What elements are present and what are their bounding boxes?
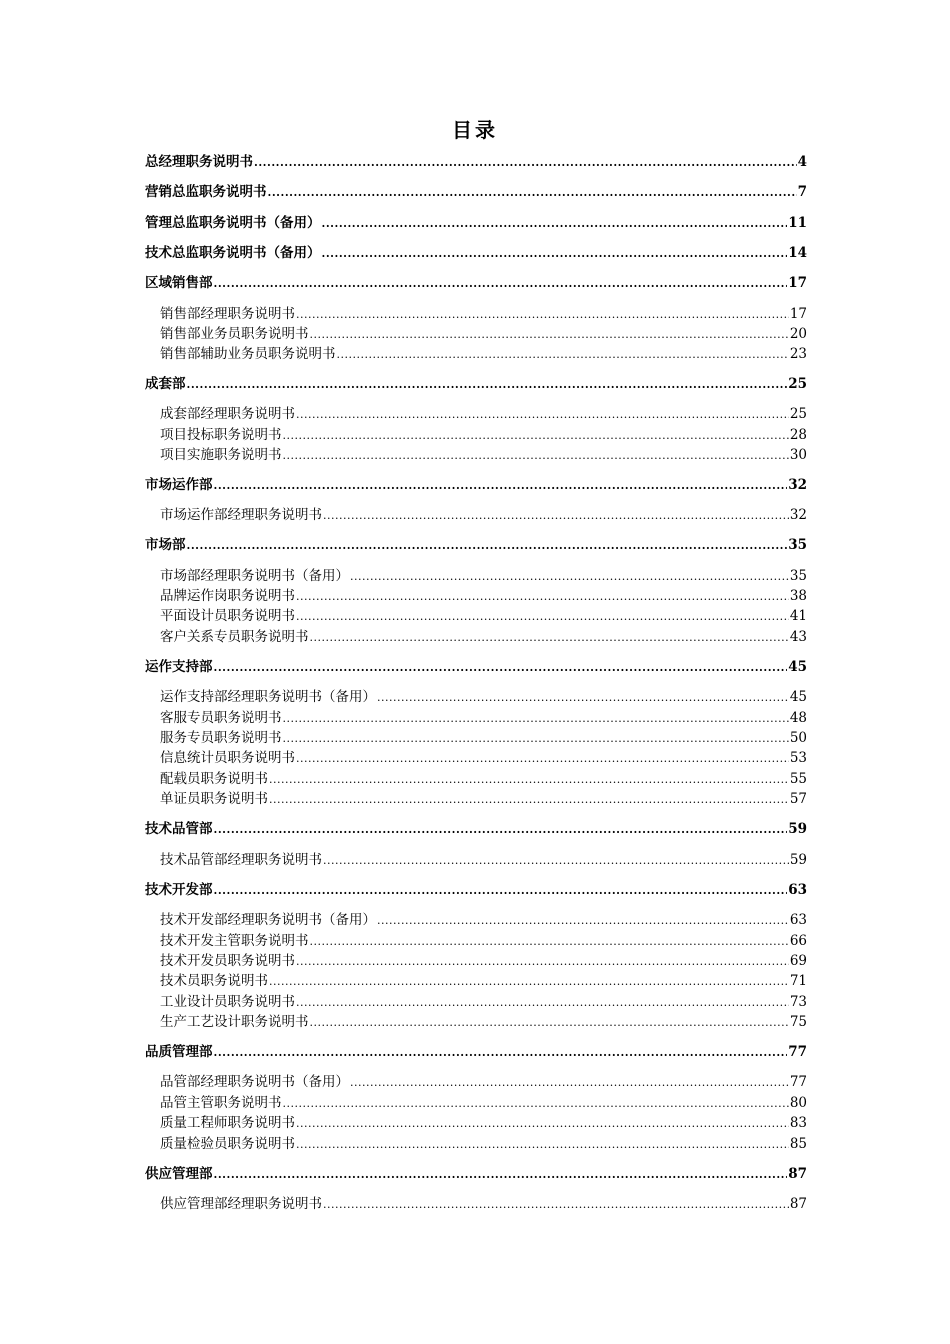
toc-entry-page-number: 17 xyxy=(789,306,807,322)
toc-entry-page-number: 55 xyxy=(789,771,807,787)
dot-leader xyxy=(214,274,788,294)
toc-entry-page-number: 63 xyxy=(788,882,807,898)
toc-entry-page-number: 59 xyxy=(789,852,807,868)
toc-section-entry[interactable] xyxy=(145,1164,807,1184)
toc-entry-label: 成套部经理职务说明书 xyxy=(160,406,295,422)
toc-entry-label: 营销总监职务说明书 xyxy=(145,184,267,200)
toc-entry-page-number: 14 xyxy=(788,245,807,261)
dot-leader xyxy=(269,790,789,810)
toc-section-entry[interactable] xyxy=(145,1042,807,1062)
toc-entry-page-number: 80 xyxy=(789,1095,807,1111)
toc-entry-label: 品管主管职务说明书 xyxy=(160,1095,282,1111)
toc-entry-label: 市场部经理职务说明书（备用） xyxy=(160,568,349,584)
toc-section-entry[interactable] xyxy=(145,819,807,839)
toc-subsection-entry[interactable] xyxy=(160,789,807,809)
dot-leader xyxy=(350,1073,789,1093)
dot-leader xyxy=(322,244,788,264)
dot-leader xyxy=(296,587,789,607)
toc-subsection-entry[interactable] xyxy=(160,324,807,344)
toc-subsection-entry[interactable] xyxy=(160,404,807,424)
toc-entry-label: 工业设计员职务说明书 xyxy=(160,994,295,1010)
toc-entry-label: 运作支持部经理职务说明书（备用） xyxy=(160,689,376,705)
dot-leader xyxy=(214,658,788,678)
toc-section-entry[interactable] xyxy=(145,475,807,495)
dot-leader xyxy=(296,607,789,627)
toc-subsection-entry[interactable] xyxy=(160,606,807,626)
toc-subsection-entry[interactable] xyxy=(160,1093,807,1113)
toc-subsection-entry[interactable] xyxy=(160,971,807,991)
toc-entry-page-number: 53 xyxy=(789,750,807,766)
toc-subsection-entry[interactable] xyxy=(160,687,807,707)
dot-leader xyxy=(296,749,789,769)
toc-entry-page-number: 57 xyxy=(789,791,807,807)
toc-entry-page-number: 20 xyxy=(789,326,807,342)
toc-entry-label: 质量工程师职务说明书 xyxy=(160,1115,295,1131)
dot-leader xyxy=(214,1043,788,1063)
toc-entry-label: 品管部经理职务说明书（备用） xyxy=(160,1074,349,1090)
dot-leader xyxy=(310,932,789,952)
toc-subsection-entry[interactable] xyxy=(160,627,807,647)
toc-entry-page-number: 25 xyxy=(789,406,807,422)
toc-entry-page-number: 48 xyxy=(789,710,807,726)
toc-entry-label: 销售部辅助业务员职务说明书 xyxy=(160,346,336,362)
toc-entry-label: 客户关系专员职务说明书 xyxy=(160,629,309,645)
toc-subsection-entry[interactable] xyxy=(160,769,807,789)
dot-leader xyxy=(323,851,789,871)
dot-leader xyxy=(187,536,788,556)
toc-subsection-entry[interactable] xyxy=(160,1072,807,1092)
dot-leader xyxy=(296,1114,789,1134)
dot-leader xyxy=(323,506,789,526)
toc-entry-label: 质量检验员职务说明书 xyxy=(160,1136,295,1152)
toc-entry-page-number: 25 xyxy=(788,376,807,392)
toc-subsection-entry[interactable] xyxy=(160,748,807,768)
dot-leader xyxy=(296,305,789,325)
toc-entry-page-number: 75 xyxy=(789,1014,807,1030)
toc-subsection-entry[interactable] xyxy=(160,1012,807,1032)
dot-leader xyxy=(214,881,788,901)
toc-entry-label: 技术开发主管职务说明书 xyxy=(160,933,309,949)
toc-section-entry[interactable] xyxy=(145,213,807,233)
toc-entry-label: 客服专员职务说明书 xyxy=(160,710,282,726)
toc-entry-label: 销售部经理职务说明书 xyxy=(160,306,295,322)
dot-leader xyxy=(323,1195,789,1215)
dot-leader xyxy=(296,993,789,1013)
toc-entry-page-number: 83 xyxy=(789,1115,807,1131)
dot-leader xyxy=(283,729,789,749)
dot-leader xyxy=(283,709,789,729)
toc-entry-page-number: 45 xyxy=(789,689,807,705)
toc-entry-label: 区域销售部 xyxy=(145,275,213,291)
dot-leader xyxy=(214,1165,788,1185)
toc-entry-page-number: 32 xyxy=(789,507,807,523)
toc-section-entry[interactable] xyxy=(145,880,807,900)
toc-entry-label: 技术开发部 xyxy=(145,882,213,898)
toc-subsection-entry[interactable] xyxy=(160,304,807,324)
toc-entry-page-number: 32 xyxy=(788,477,807,493)
toc-entry-page-number: 45 xyxy=(788,659,807,675)
toc-entry-label: 成套部 xyxy=(145,376,186,392)
toc-section-entry[interactable] xyxy=(145,657,807,677)
toc-entry-page-number: 87 xyxy=(789,1196,807,1212)
toc-entry-label: 市场部 xyxy=(145,537,186,553)
toc-subsection-entry[interactable] xyxy=(160,1134,807,1154)
toc-entry-label: 单证员职务说明书 xyxy=(160,791,268,807)
dot-leader xyxy=(296,952,789,972)
toc-entry-label: 技术员职务说明书 xyxy=(160,973,268,989)
toc-entry-page-number: 66 xyxy=(789,933,807,949)
toc-subsection-entry[interactable] xyxy=(160,850,807,870)
toc-entry-label: 品质管理部 xyxy=(145,1044,213,1060)
toc-subsection-entry[interactable] xyxy=(160,586,807,606)
toc-entry-page-number: 38 xyxy=(789,588,807,604)
toc-subsection-entry[interactable] xyxy=(160,1113,807,1133)
toc-subsection-entry[interactable] xyxy=(160,566,807,586)
toc-entry-label: 配载员职务说明书 xyxy=(160,771,268,787)
toc-entry-label: 供应管理部 xyxy=(145,1166,213,1182)
toc-entry-label: 技术总监职务说明书（备用） xyxy=(145,245,321,261)
dot-leader xyxy=(322,214,788,234)
dot-leader xyxy=(283,426,789,446)
toc-entry-page-number: 50 xyxy=(789,730,807,746)
dot-leader xyxy=(350,567,789,587)
toc-entry-page-number: 4 xyxy=(797,154,807,170)
toc-entry-page-number: 43 xyxy=(789,629,807,645)
toc-entry-page-number: 28 xyxy=(789,427,807,443)
toc-section-entry[interactable] xyxy=(145,182,807,202)
dot-leader xyxy=(310,1013,789,1033)
toc-entry-page-number: 23 xyxy=(789,346,807,362)
toc-entry-page-number: 7 xyxy=(797,184,807,200)
toc-entry-page-number: 59 xyxy=(788,821,807,837)
dot-leader xyxy=(283,446,789,466)
toc-entry-label: 市场运作部经理职务说明书 xyxy=(160,507,322,523)
toc-entry-label: 生产工艺设计职务说明书 xyxy=(160,1014,309,1030)
toc-entry-label: 供应管理部经理职务说明书 xyxy=(160,1196,322,1212)
toc-entry-label: 市场运作部 xyxy=(145,477,213,493)
toc-entry-page-number: 71 xyxy=(789,973,807,989)
toc-subsection-entry[interactable] xyxy=(160,445,807,465)
toc-subsection-entry[interactable] xyxy=(160,505,807,525)
toc-section-entry[interactable] xyxy=(145,273,807,293)
toc-entry-label: 销售部业务员职务说明书 xyxy=(160,326,309,342)
toc-entry-page-number: 69 xyxy=(789,953,807,969)
toc-entry-label: 信息统计员职务说明书 xyxy=(160,750,295,766)
toc-entry-label: 技术开发员职务说明书 xyxy=(160,953,295,969)
toc-entry-label: 技术品管部 xyxy=(145,821,213,837)
toc-entry-label: 技术开发部经理职务说明书（备用） xyxy=(160,912,376,928)
toc-subsection-entry[interactable] xyxy=(160,931,807,951)
toc-entry-page-number: 77 xyxy=(788,1044,807,1060)
toc-entry-label: 运作支持部 xyxy=(145,659,213,675)
toc-entry-page-number: 35 xyxy=(789,568,807,584)
dot-leader xyxy=(214,820,788,840)
toc-subsection-entry[interactable] xyxy=(160,1194,807,1214)
toc-section-entry[interactable] xyxy=(145,243,807,263)
dot-leader xyxy=(283,1094,789,1114)
toc-entry-page-number: 73 xyxy=(789,994,807,1010)
toc-entry-page-number: 77 xyxy=(789,1074,807,1090)
dot-leader xyxy=(254,153,797,173)
toc-subsection-entry[interactable] xyxy=(160,344,807,364)
dot-leader xyxy=(269,770,789,790)
toc-section-entry[interactable] xyxy=(145,374,807,394)
toc-entry-label: 总经理职务说明书 xyxy=(145,154,253,170)
toc-entry-label: 技术品管部经理职务说明书 xyxy=(160,852,322,868)
toc-entry-page-number: 85 xyxy=(789,1136,807,1152)
toc-subsection-entry[interactable] xyxy=(160,708,807,728)
toc-entry-page-number: 30 xyxy=(789,447,807,463)
toc-subsection-entry[interactable] xyxy=(160,910,807,930)
toc-entry-label: 项目投标职务说明书 xyxy=(160,427,282,443)
toc-entry-label: 管理总监职务说明书（备用） xyxy=(145,215,321,231)
page-title: 目录 xyxy=(452,118,498,142)
toc-entry-page-number: 11 xyxy=(788,215,807,231)
dot-leader xyxy=(377,911,789,931)
dot-leader xyxy=(214,476,788,496)
toc-subsection-entry[interactable] xyxy=(160,992,807,1012)
toc-section-entry[interactable] xyxy=(145,152,807,172)
dot-leader xyxy=(269,972,789,992)
toc-entry-page-number: 63 xyxy=(789,912,807,928)
dot-leader xyxy=(296,1135,789,1155)
toc-subsection-entry[interactable] xyxy=(160,425,807,445)
dot-leader xyxy=(310,325,789,345)
toc-entry-label: 项目实施职务说明书 xyxy=(160,447,282,463)
toc-entry-label: 品牌运作岗职务说明书 xyxy=(160,588,295,604)
dot-leader xyxy=(296,405,789,425)
dot-leader xyxy=(337,345,789,365)
dot-leader xyxy=(187,375,788,395)
toc-entry-page-number: 41 xyxy=(789,608,807,624)
toc-entry-page-number: 35 xyxy=(788,537,807,553)
dot-leader xyxy=(377,688,789,708)
toc-subsection-entry[interactable] xyxy=(160,728,807,748)
dot-leader xyxy=(310,628,789,648)
toc-entry-label: 平面设计员职务说明书 xyxy=(160,608,295,624)
toc-section-entry[interactable] xyxy=(145,535,807,555)
toc-entry-page-number: 17 xyxy=(788,275,807,291)
toc-entry-page-number: 87 xyxy=(788,1166,807,1182)
toc-subsection-entry[interactable] xyxy=(160,951,807,971)
toc-entry-label: 服务专员职务说明书 xyxy=(160,730,282,746)
dot-leader xyxy=(268,183,797,203)
